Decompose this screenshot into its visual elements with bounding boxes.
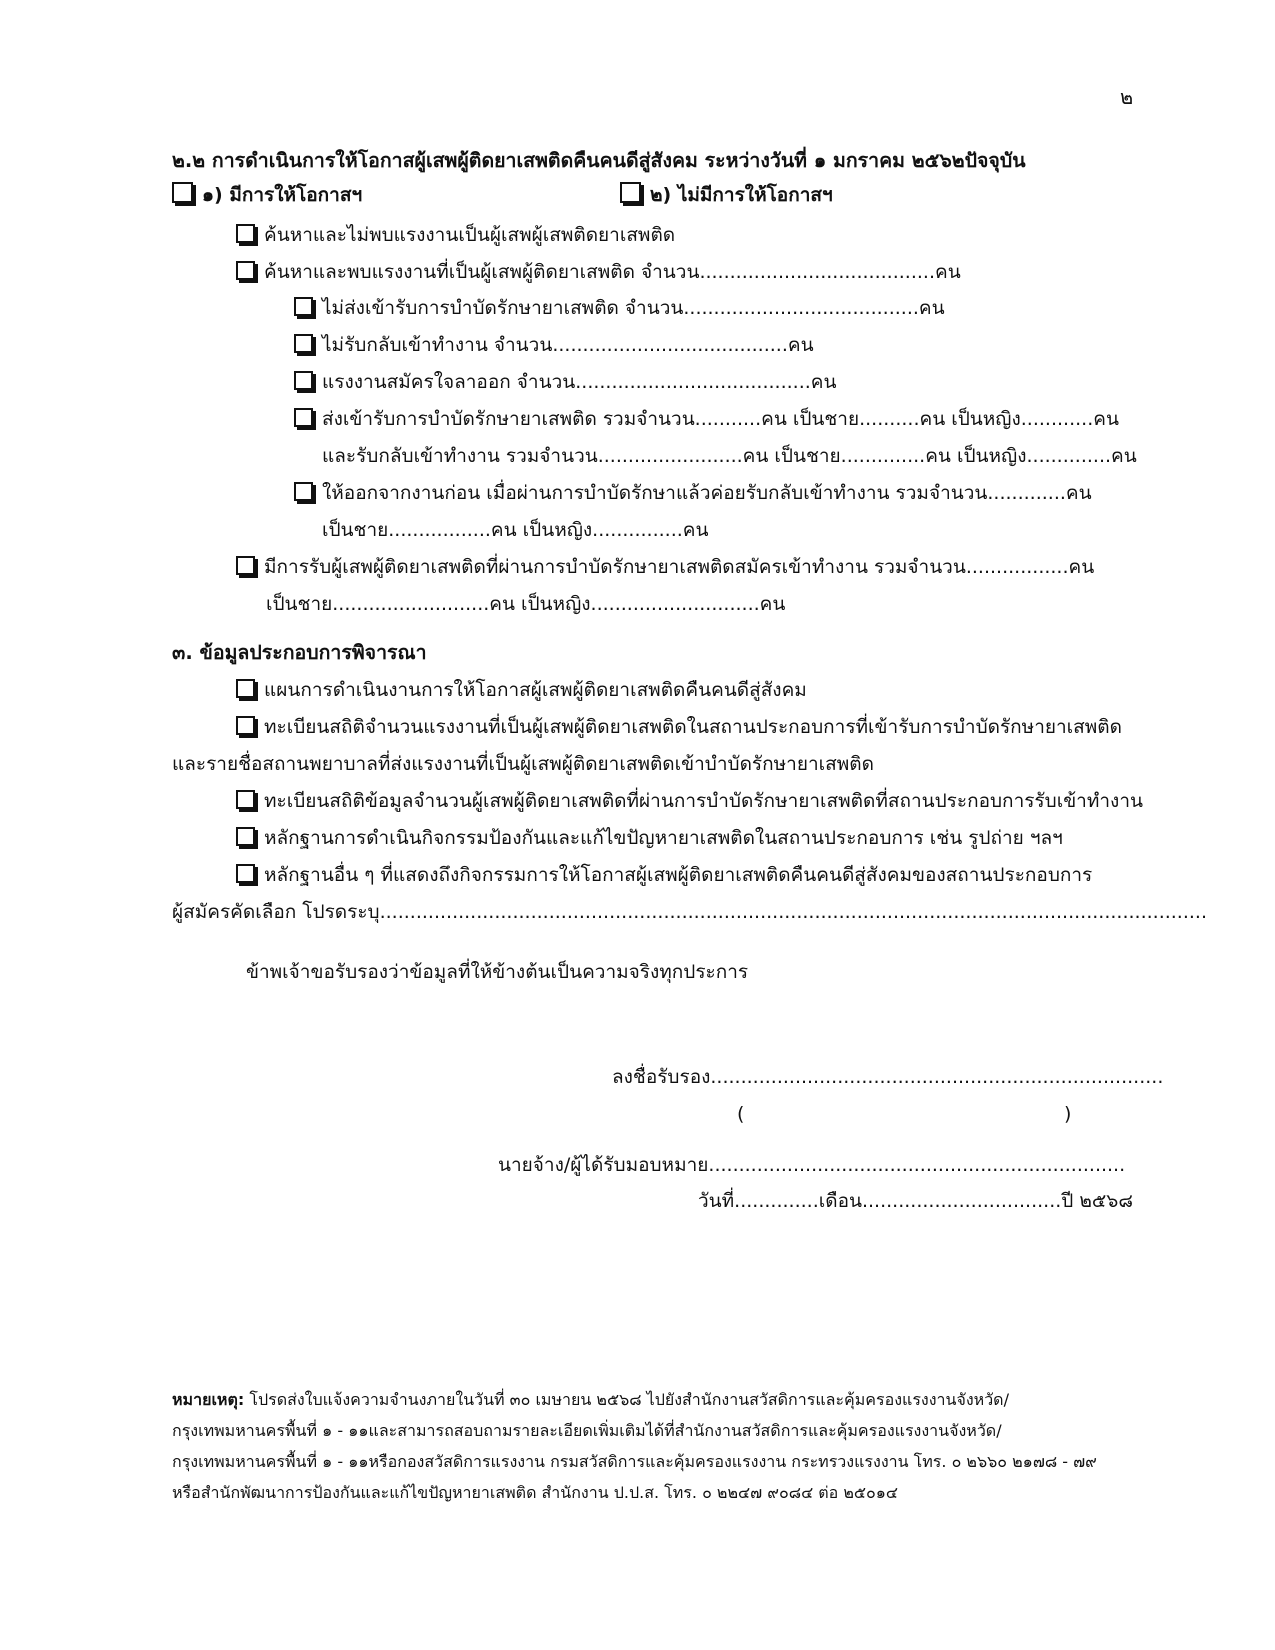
employer-field[interactable]: นายจ้าง/ผู้ได้รับมอบหมาย..................................................................... (498, 1154, 1126, 1176)
note-line-2: กรุงเทพมหานครพื้นที่ ๑ - ๑๑และสามารถสอบถามรายละเอียดเพิ่มเติมได้ที่สำนักงานสวัสดิการและคุ้มครองแรงงานจังหวัด/ (172, 1421, 1002, 1440)
checkbox-item-b5[interactable] (294, 482, 313, 501)
evidence-3-row[interactable] (236, 788, 1143, 814)
item-b1-label: ไม่ส่งเข้ารับการบำบัดรักษายาเสพติด จำนวน.......................................คน (322, 297, 945, 319)
option-1-row[interactable] (172, 182, 362, 208)
evidence-4-label: หลักฐานการดำเนินกิจกรรมป้องกันและแก้ไขปัญหายาเสพติดในสถานประกอบการ เช่น รูปถ่าย ฯลฯ (264, 827, 1063, 849)
evidence-5-specify-field[interactable]: ผู้สมัครคัดเลือก โปรดระบุ......................................................................................................................................... (172, 901, 1208, 923)
section-3-heading: ๓. ข้อมูลประกอบการพิจารณา (172, 641, 427, 664)
signature-field[interactable]: ลงชื่อรับรอง........................................................................... (612, 1066, 1164, 1088)
checkbox-evidence-4[interactable] (236, 827, 255, 846)
evidence-1-row[interactable] (236, 677, 807, 703)
checkbox-item-a[interactable] (236, 224, 255, 243)
evidence-5-row[interactable] (236, 862, 1092, 888)
date-field[interactable]: วันที่..............เดือน.................................ปี ๒๕๖๘ (698, 1190, 1133, 1212)
note-label: หมายเหตุ: (172, 1390, 245, 1409)
option-1-label: ๑) มีการให้โอกาสฯ (202, 184, 363, 206)
page-number: ๒ (1120, 85, 1134, 109)
evidence-2-continuation: และรายชื่อสถานพยาบาลที่ส่งแรงงานที่เป็นผู้เสพผู้ติดยาเสพติดเข้าบำบัดรักษายาเสพติด (172, 753, 874, 775)
option-2-row[interactable] (620, 182, 833, 208)
evidence-3-label: ทะเบียนสถิติข้อมูลจำนวนผู้เสพผู้ติดยาเสพติดที่ผ่านการบำบัดรักษายาเสพติดที่สถานประกอบการรับเข้าทำงาน (264, 790, 1143, 812)
checkbox-option-2[interactable] (620, 182, 641, 203)
item-c-label: มีการรับผู้เสพผู้ติดยาเสพติดที่ผ่านการบำบัดรักษายาเสพติดสมัครเข้าทำงาน รวมจำนวน.................คน (264, 556, 1095, 578)
checkbox-evidence-5[interactable] (236, 864, 255, 883)
certification-statement: ข้าพเจ้าขอรับรองว่าข้อมูลที่ให้ข้างต้นเป็นความจริงทุกประการ (246, 961, 749, 983)
item-b5-row[interactable] (294, 480, 1092, 506)
evidence-4-row[interactable] (236, 825, 1063, 851)
item-b3-label: แรงงานสมัครใจลาออก จำนวน.......................................คน (322, 371, 837, 393)
item-b-label: ค้นหาและพบแรงงานที่เป็นผู้เสพผู้ติดยาเสพติด จำนวน.......................................คน (264, 261, 961, 283)
checkbox-option-1[interactable] (172, 182, 193, 203)
item-b4-row[interactable] (294, 406, 1119, 432)
note-line-1 (172, 1389, 1009, 1411)
checkbox-item-b1[interactable] (294, 297, 313, 316)
checkbox-evidence-1[interactable] (236, 679, 255, 698)
note-text-1: โปรดส่งใบแจ้งความจำนงภายในวันที่ ๓๐ เมษายน ๒๕๖๘ ไปยังสำนักงานสวัสดิการและคุ้มครองแรงงานจังหวัด/ (244, 1390, 1009, 1409)
checkbox-item-b[interactable] (236, 261, 255, 280)
checkbox-item-b2[interactable] (294, 334, 313, 353)
note-phone: ๐ ๒๖๖๐ ๒๑๗๘ - ๗๙ (951, 1452, 1097, 1471)
item-b4-continuation: และรับกลับเข้าทำงาน รวมจำนวน........................คน เป็นชาย..............คน เป็นหญิง..............คน (322, 445, 1137, 467)
option-2-label: ๒) ไม่มีการให้โอกาสฯ (650, 184, 833, 206)
note-line-3 (172, 1451, 1097, 1473)
item-b4-label: ส่งเข้ารับการบำบัดรักษายาเสพติด รวมจำนวน...........คน เป็นชาย..........คน เป็นหญิง............คน (322, 408, 1119, 430)
item-b2-row[interactable] (294, 332, 814, 358)
note-line-4: หรือสำนักพัฒนาการป้องกันและแก้ไขปัญหายาเสพติด สำนักงาน ป.ป.ส. โทร. ๐ ๒๒๔๗ ๙๐๘๔ ต่อ ๒๕๐๑๔ (172, 1483, 899, 1502)
checkbox-item-c[interactable] (236, 556, 255, 575)
note-text-3: กรุงเทพมหานครพื้นที่ ๑ - ๑๑หรือกองสวัสดิการแรงงาน กรมสวัสดิการและคุ้มครองแรงงาน กระทรวงแรงงาน โทร. (172, 1452, 947, 1471)
item-b2-label: ไม่รับกลับเข้าทำงาน จำนวน.......................................คน (322, 334, 814, 356)
item-a-label: ค้นหาและไม่พบแรงงานเป็นผู้เสพผู้เสพติดยาเสพติด (264, 224, 676, 246)
item-c-continuation: เป็นชาย..........................คน เป็นหญิง............................คน (266, 593, 786, 615)
checkbox-evidence-2[interactable] (236, 716, 255, 735)
item-b5-label: ให้ออกจากงานก่อน เมื่อผ่านการบำบัดรักษาแล้วค่อยรับกลับเข้าทำงาน รวมจำนวน.............คน (322, 482, 1092, 504)
name-paren-open: ( (737, 1103, 745, 1125)
evidence-2-label: ทะเบียนสถิติจำนวนแรงงานที่เป็นผู้เสพผู้ติดยาเสพติดในสถานประกอบการที่เข้ารับการบำบัดรักษายาเสพติด (264, 716, 1122, 738)
item-b1-row[interactable] (294, 295, 945, 321)
item-c-row[interactable] (236, 554, 1094, 580)
checkbox-evidence-3[interactable] (236, 790, 255, 809)
checkbox-item-b3[interactable] (294, 371, 313, 390)
name-paren-close: ) (1064, 1103, 1072, 1125)
item-a-row[interactable] (236, 222, 675, 248)
item-b-row[interactable] (236, 259, 961, 285)
evidence-1-label: แผนการดำเนินงานการให้โอกาสผู้เสพผู้ติดยาเสพติดคืนคนดีสู่สังคม (264, 679, 807, 701)
item-b3-row[interactable] (294, 369, 836, 395)
evidence-2-row[interactable] (236, 714, 1122, 740)
item-b5-continuation: เป็นชาย.................คน เป็นหญิง...............คน (322, 519, 709, 541)
checkbox-item-b4[interactable] (294, 408, 313, 427)
evidence-5-label: หลักฐานอื่น ๆ ที่แสดงถึงกิจกรรมการให้โอกาสผู้เสพผู้ติดยาเสพติดคืนคนดีสู่สังคมของสถานประกอบการ (264, 864, 1093, 886)
section-22-heading: ๒.๒ การดำเนินการให้โอกาสผู้เสพผู้ติดยาเสพติดคืนคนดีสู่สังคม ระหว่างวันที่ ๑ มกราคม ๒๕๖๒ปัจจุบัน (172, 149, 1026, 172)
